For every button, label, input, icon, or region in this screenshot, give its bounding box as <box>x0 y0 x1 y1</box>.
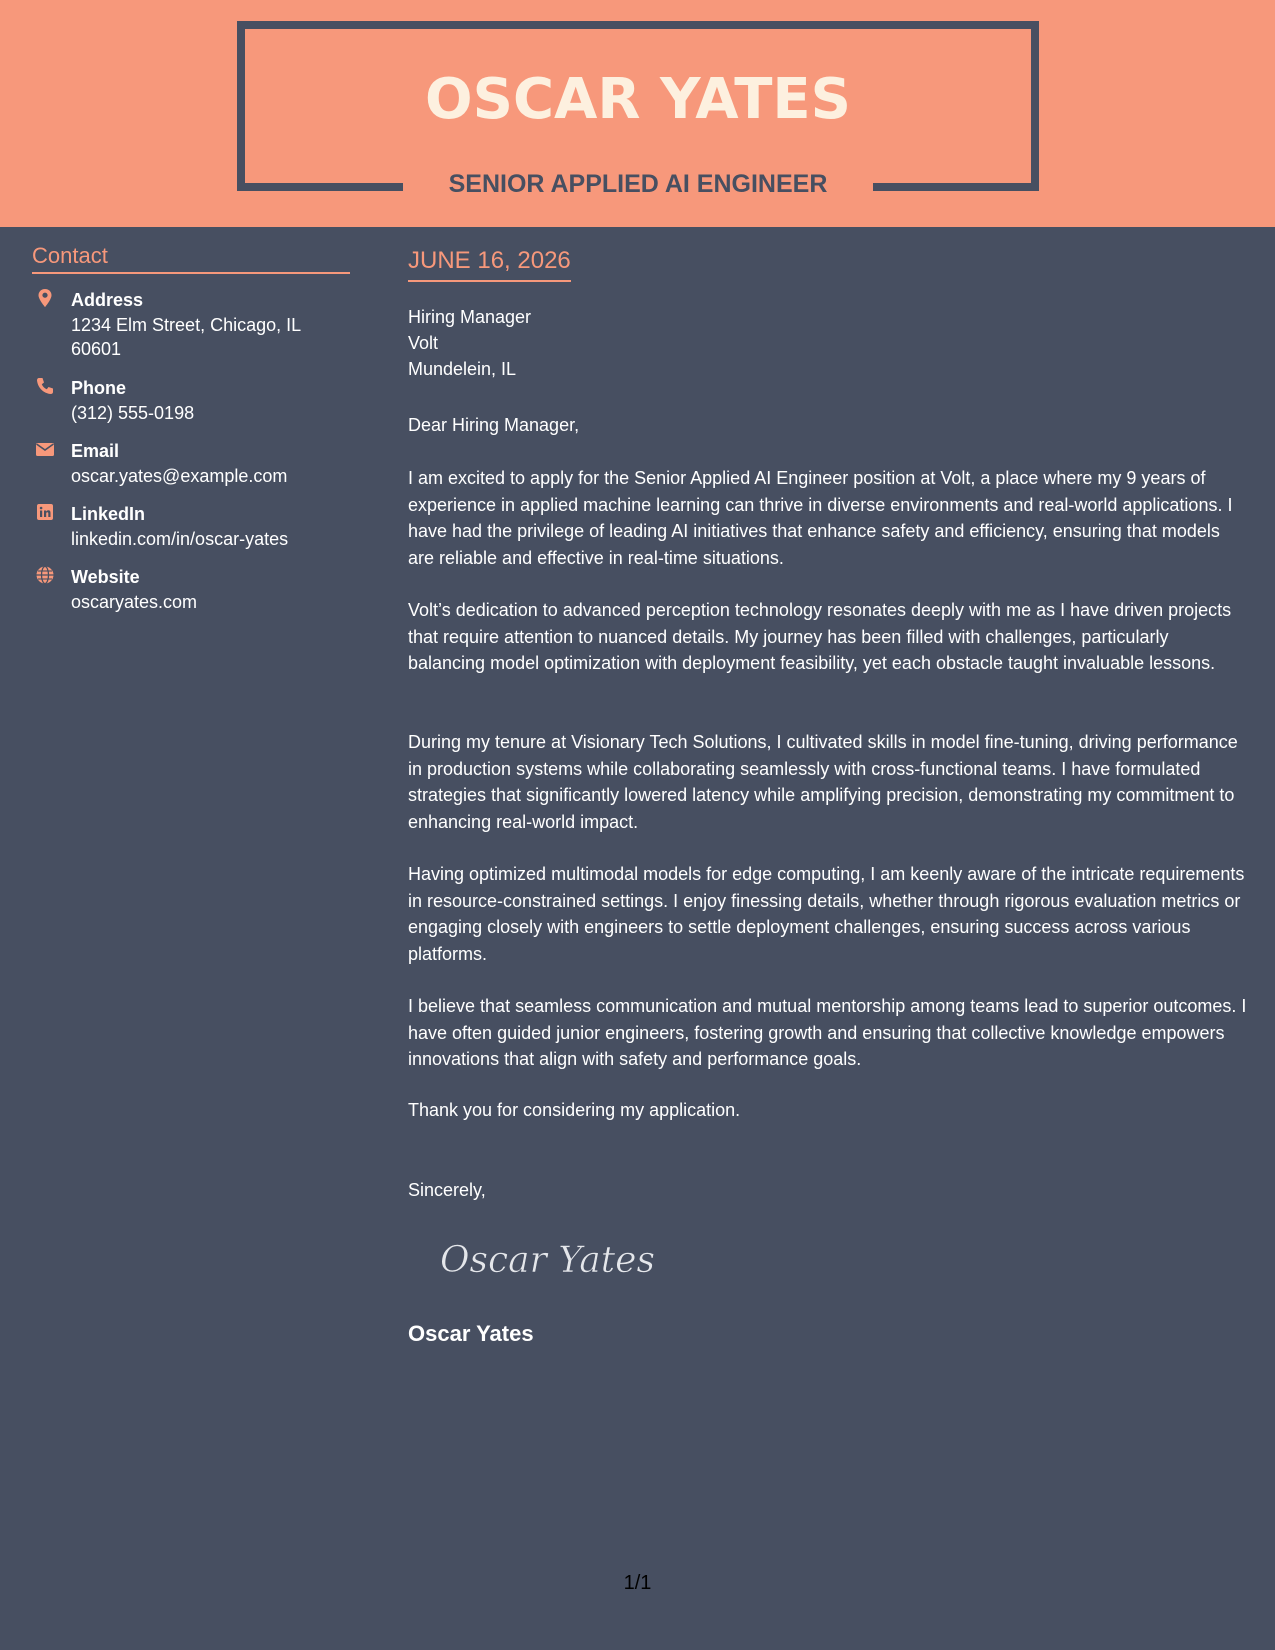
contact-item-address <box>32 287 350 359</box>
contact-item-linkedin <box>32 501 350 551</box>
contact-label: Email <box>71 441 120 461</box>
linkedin-icon <box>35 502 55 522</box>
contact-item-email <box>32 438 350 488</box>
recipient-block <box>408 304 531 382</box>
letter-date: JUNE 16, 2026 <box>408 246 571 282</box>
letter-paragraph: I believe that seamless communication and mutual mentorship among teams lead to superior outcomes. I have often guided junior engineers, fostering growth and ensuring that collective knowledge empowers innovations that align with safety and performance goals. <box>408 996 1247 1069</box>
contact-label: Address <box>71 290 144 310</box>
header-frame-bottom-left <box>237 183 403 191</box>
letter-paragraph: During my tenure at Visionary Tech Solutions, I cultivated skills in model fine-tuning, driving performance in production systems while collaborating seamlessly with cross-functional teams. I have formulated strategies that significantly lowered latency while amplifying precision, demonstrating my commitment to enhancing real-world impact. <box>408 732 1238 832</box>
map-pin-icon <box>35 288 55 308</box>
letter-paragraph: Having optimized multimodal models for edge computing, I am keenly aware of the intricate requirements in resource-constrained settings. I enjoy finessing details, whether through rigorous evaluation metrics or engaging closely with engineers to settle deployment challenges, ensuring success across various platforms. <box>408 864 1245 964</box>
contact-value: (312) 555-0198 <box>71 403 195 423</box>
contact-item-phone <box>32 375 350 425</box>
handwritten-signature <box>436 1228 676 1288</box>
contact-value: linkedin.com/in/oscar-yates <box>71 529 289 549</box>
applicant-name: OSCAR YATES <box>425 67 851 132</box>
contact-heading: Contact <box>32 242 350 274</box>
letter-paragraph: Volt’s dedication to advanced perception technology resonates deeply with me as I have driven projects that require attention to nuanced details. My journey has been filled with challenges, particularly balancing model optimization with deployment feasibility, yet each obstacle taught invaluable lessons. <box>408 600 1232 673</box>
contact-value: oscar.yates@example.com <box>71 466 288 486</box>
phone-icon <box>35 376 55 396</box>
thanks-line: Thank you for considering my application. <box>408 1100 741 1120</box>
recipient-location: Mundelein, IL <box>408 359 517 379</box>
contact-label: Website <box>71 567 140 587</box>
envelope-icon <box>35 439 55 459</box>
contact-label: Phone <box>71 378 127 398</box>
recipient-company: Volt <box>408 333 439 353</box>
recipient-title: Hiring Manager <box>408 307 532 327</box>
job-title: SENIOR APPLIED AI ENGINEER <box>448 170 828 198</box>
svg-text:Oscar Yates: Oscar Yates <box>440 1240 655 1281</box>
contact-value: 1234 Elm Street, Chicago, IL 60601 <box>71 315 301 359</box>
letter-paragraph: I am excited to apply for the Senior Applied AI Engineer position at Volt, a place where my 9 years of experience in applied machine learning can thrive in diverse environments and real-world applications. I have had the privilege of leading AI initiatives that enhance safety and efficiency, ensuring that models are reliable and effective in real-time situations. <box>408 468 1233 568</box>
signed-name: Oscar Yates <box>408 1321 534 1346</box>
page-number: 1/1 <box>623 1572 652 1594</box>
contact-label: LinkedIn <box>71 504 146 524</box>
contact-value: oscaryates.com <box>71 592 198 612</box>
contact-item-website <box>32 564 350 614</box>
salutation: Dear Hiring Manager, <box>408 415 580 435</box>
header-frame-bottom-right <box>873 183 1039 191</box>
globe-icon <box>35 565 55 585</box>
closing-line: Sincerely, <box>408 1180 486 1200</box>
